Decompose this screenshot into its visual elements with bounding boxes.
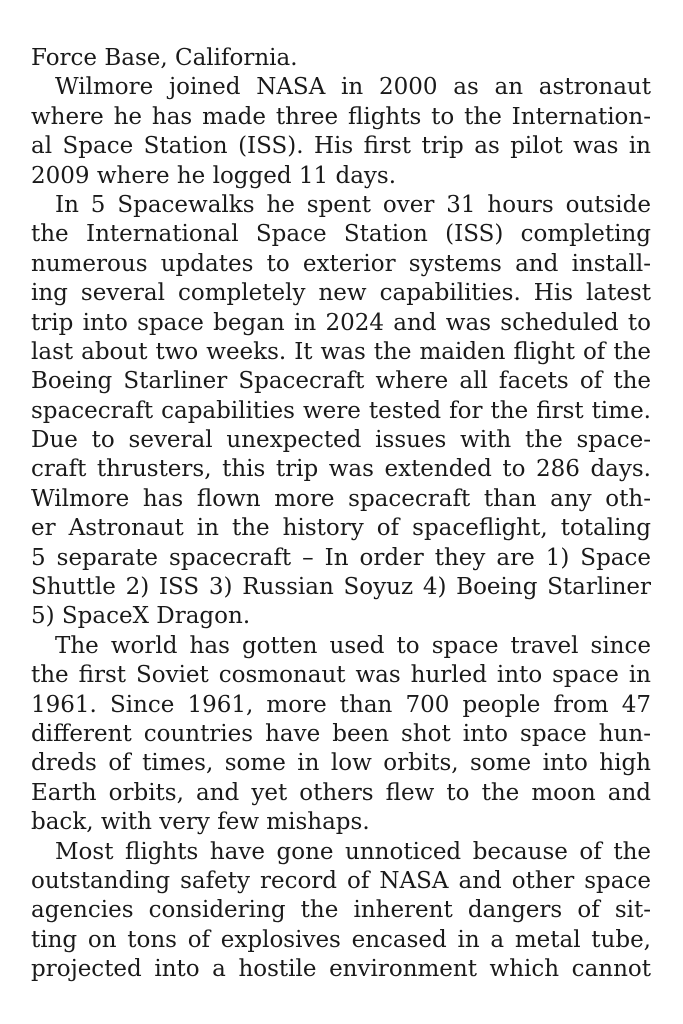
- text-line: Earth orbits, and yet others flew to the moon and: [31, 779, 651, 806]
- text-line: ing several completely new capabilities. His latest: [31, 280, 651, 307]
- paragraph-2: [31, 73, 651, 191]
- text-line: Boeing Starliner Spacecraft where all facets of the: [31, 368, 651, 395]
- text-line: the first Soviet cosmonaut was hurled into space in: [31, 662, 651, 689]
- text-line: al Space Station (ISS). His first trip as pilot was in: [31, 133, 651, 160]
- text-line: numerous updates to exterior systems and install-: [31, 250, 651, 277]
- text-line: 5) SpaceX Dragon.: [31, 603, 251, 630]
- text-line: craft thrusters, this trip was extended to 286 days.: [31, 456, 651, 483]
- text-line: 1961. Since 1961, more than 700 people from 47: [31, 691, 651, 718]
- text-line: outstanding safety record of NASA and other space: [31, 867, 651, 894]
- text-line: Shuttle 2) ISS 3) Russian Soyuz 4) Boeing Starliner: [31, 574, 651, 601]
- paragraph-5: [31, 838, 651, 985]
- text-line: agencies considering the inherent dangers of sit-: [31, 897, 651, 924]
- text-line: er Astronaut in the history of spaceflight, totaling: [31, 515, 651, 542]
- text-line: Wilmore has flown more spacecraft than any oth-: [31, 485, 651, 512]
- paragraph-4: [31, 632, 651, 838]
- text-line: last about two weeks. It was the maiden flight of the: [31, 338, 651, 365]
- text-line: The world has gotten used to space travel since: [55, 632, 651, 659]
- text-line: dreds of times, some in low orbits, some into high: [31, 750, 651, 777]
- text-line: spacecraft capabilities were tested for the first time.: [31, 397, 651, 424]
- text-line: Wilmore joined NASA in 2000 as an astronaut: [55, 74, 651, 101]
- text-line: ting on tons of explosives encased in a metal tube,: [31, 926, 651, 953]
- text-line: In 5 Spacewalks he spent over 31 hours outside: [55, 191, 651, 218]
- paragraph-1: [31, 44, 651, 73]
- text-line: the International Space Station (ISS) completing: [31, 221, 651, 248]
- text-line: 5 separate spacecraft – In order they are 1) Space: [31, 544, 651, 571]
- text-line: Most flights have gone unnoticed because of the: [55, 838, 651, 865]
- text-line: where he has made three flights to the Internation-: [31, 103, 651, 130]
- paragraph-3: [31, 191, 651, 632]
- text-line: trip into space began in 2024 and was scheduled to: [31, 309, 651, 336]
- text-line: different countries have been shot into space hun-: [31, 720, 651, 747]
- text-line: projected into a hostile environment which cannot: [31, 956, 651, 983]
- text-line: Force Base, California.: [31, 45, 298, 71]
- text-line: 2009 where he logged 11 days.: [31, 162, 397, 189]
- text-line: Due to several unexpected issues with the space-: [31, 427, 651, 454]
- document-page: [31, 44, 651, 985]
- text-line: back, with very few mishaps.: [31, 809, 370, 836]
